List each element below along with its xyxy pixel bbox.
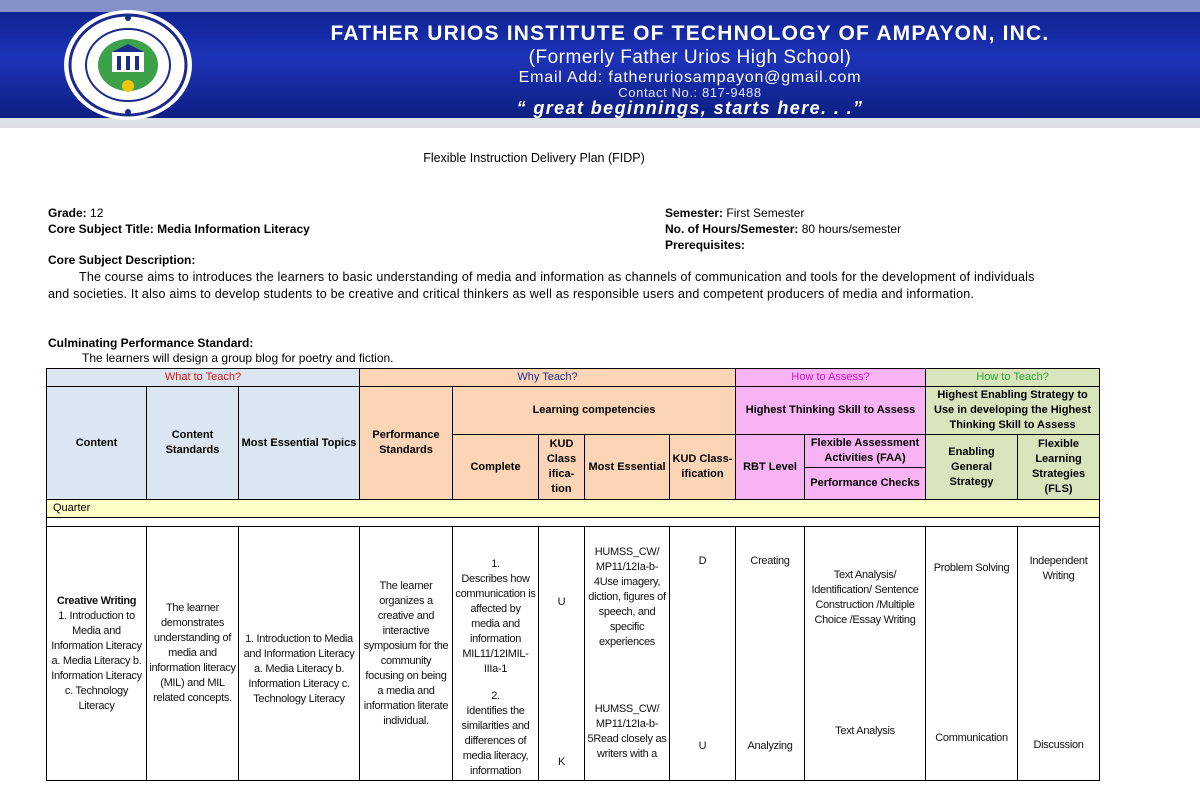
- grade-label: Grade:: [48, 206, 87, 220]
- semester-label: Semester:: [665, 206, 724, 220]
- document-title: Flexible Instruction Delivery Plan (FIDP): [423, 151, 645, 165]
- section-header-row: [47, 369, 1100, 387]
- school-name: FATHER URIOS INSTITUTE OF TECHNOLOGY OF AMPAYON, INC.: [330, 22, 1050, 45]
- most-essential-topics-header: Most Essential Topics: [239, 387, 360, 500]
- content-title: Creative Writing: [56, 594, 137, 607]
- column-header-row-1: [47, 387, 1100, 435]
- enabling-2: Communication: [935, 732, 1008, 744]
- rbt-level-cell: [736, 527, 805, 781]
- hours-value: 80 hours/semester: [798, 222, 902, 236]
- competency-1-text: Describes how communication is affected by media and information MIL11/12IMIL-IIIa-1: [455, 573, 536, 675]
- fls-1: Independent Writing: [1029, 555, 1088, 582]
- faa-2: Text Analysis: [835, 725, 895, 737]
- why-teach-header: Why Teach?: [360, 369, 736, 387]
- quarter-label: Quarter: [47, 500, 1100, 518]
- kud-2b: U: [698, 739, 707, 752]
- grade-subject-block: [48, 205, 310, 237]
- kud-1a: U: [557, 595, 566, 608]
- flexible-assessment-cell: [805, 527, 926, 781]
- school-banner: [0, 0, 1200, 128]
- school-contact: Contact No.: 817-9488: [618, 85, 762, 100]
- grade-value: 12: [86, 206, 104, 220]
- content-standards-cell: The learner demonstrates understanding of media and information literacy (MIL) and MIL related concepts.: [147, 527, 239, 781]
- kud-classification-header-2: KUD Class- ification: [670, 435, 736, 500]
- highest-enabling-strategy-header: Highest Enabling Strategy to Use in developing the Highest Thinking Skill to Assess: [926, 387, 1100, 435]
- content-standards-header: Content Standards: [147, 387, 239, 500]
- content-text: 1. Introduction to Media and Information Literacy a. Media Literacy b. Information Literacy c. Technology Literacy: [51, 609, 142, 712]
- most-essential-header: Most Essential: [585, 435, 670, 500]
- performance-standards-cell: The learner organizes a creative and interactive symposium for the community focusing on being a media and information literate individual.: [360, 527, 453, 781]
- description-text: The course aims to introduces the learners to basic understanding of media and information as channels of communication and tools for the development of individuals and societies. It also aims to develop students to be creative and critical thinkers as well as responsible users and competent producers of media and information.: [48, 270, 1035, 301]
- enabling-general-strategy-header: Enabling General Strategy: [926, 435, 1018, 500]
- most-essential-cell: [585, 527, 670, 781]
- kud-cell-2: [670, 527, 736, 781]
- spacer-cell: [47, 518, 1100, 527]
- table-row: [47, 527, 1100, 781]
- school-former-name: (Formerly Father Urios High School): [528, 47, 852, 68]
- kud-2a: D: [698, 554, 707, 567]
- learning-competencies-header: Learning competencies: [453, 387, 736, 435]
- culminating-label: Culminating Performance Standard:: [48, 336, 254, 350]
- essential-1: HUMSS_CW/ MP11/12Ia-b-4Use imagery, diction, figures of speech, and specific experiences: [588, 546, 666, 648]
- complete-cell: [453, 527, 539, 781]
- faa-1: Text Analysis/ Identification/ Sentence Construction /Multiple Choice /Essay Writing: [811, 569, 919, 626]
- quarter-row: [47, 500, 1100, 518]
- how-to-assess-header: How to Assess?: [736, 369, 926, 387]
- rbt-1: Creating: [750, 554, 790, 567]
- culminating-text: The learners will design a group blog for poetry and fiction.: [82, 351, 394, 365]
- competency-1-number: 1.: [491, 558, 500, 570]
- school-seal-logo: [62, 8, 194, 122]
- enabling-strategy-cell: [926, 527, 1018, 781]
- complete-header: Complete: [453, 435, 539, 500]
- school-motto: “ great beginnings, starts here. . .”: [516, 98, 864, 118]
- kud-cell-1: [539, 527, 585, 781]
- essential-2: HUMSS_CW/ MP11/12Ia-b-5Read closely as writers with a: [587, 703, 667, 760]
- performance-checks-header: Performance Checks: [805, 468, 926, 500]
- content-header: Content: [47, 387, 147, 500]
- kud-1b: K: [557, 755, 566, 768]
- hours-label: No. of Hours/Semester:: [665, 222, 799, 236]
- how-to-teach-header: How to Teach?: [926, 369, 1100, 387]
- content-cell: [47, 527, 147, 781]
- school-email: Email Add: fatheruriosampayon@gmail.com: [518, 69, 862, 86]
- what-to-teach-header: What to Teach?: [47, 369, 360, 387]
- semester-value: First Semester: [723, 206, 805, 220]
- flexible-learning-cell: [1018, 527, 1100, 781]
- semester-block: [665, 205, 901, 253]
- banner-text: [200, 22, 1180, 119]
- fls-2: Discussion: [1033, 739, 1084, 751]
- flexible-learning-strategies-header: Flexible Learning Strategies (FLS): [1018, 435, 1100, 500]
- core-subject-description: [48, 252, 1058, 303]
- fidp-table: [46, 368, 1100, 781]
- description-label: Core Subject Description:: [48, 253, 196, 267]
- spacer-row: [47, 518, 1100, 527]
- flexible-assessment-header: Flexible Assessment Activities (FAA): [805, 435, 926, 468]
- enabling-1: Problem Solving: [933, 562, 1010, 574]
- competency-2-number: 2.: [491, 690, 500, 702]
- kud-classification-header-1: KUD Class ifica- tion: [539, 435, 585, 500]
- highest-thinking-skill-header: Highest Thinking Skill to Assess: [736, 387, 926, 435]
- performance-standards-header: Performance Standards: [360, 387, 453, 500]
- competency-2-text: Identifies the similarities and differences of media literacy, information: [461, 705, 530, 777]
- core-subject-title: Core Subject Title: Media Information Literacy: [48, 222, 310, 236]
- prerequisites-label: Prerequisites:: [665, 238, 746, 252]
- rbt-level-header: RBT Level: [736, 435, 805, 500]
- culminating-standard: [48, 336, 394, 366]
- topics-cell: 1. Introduction to Media and Information Literacy a. Media Literacy b. Information Literacy c. Technology Literacy: [239, 527, 360, 781]
- rbt-2: Analyzing: [747, 739, 793, 752]
